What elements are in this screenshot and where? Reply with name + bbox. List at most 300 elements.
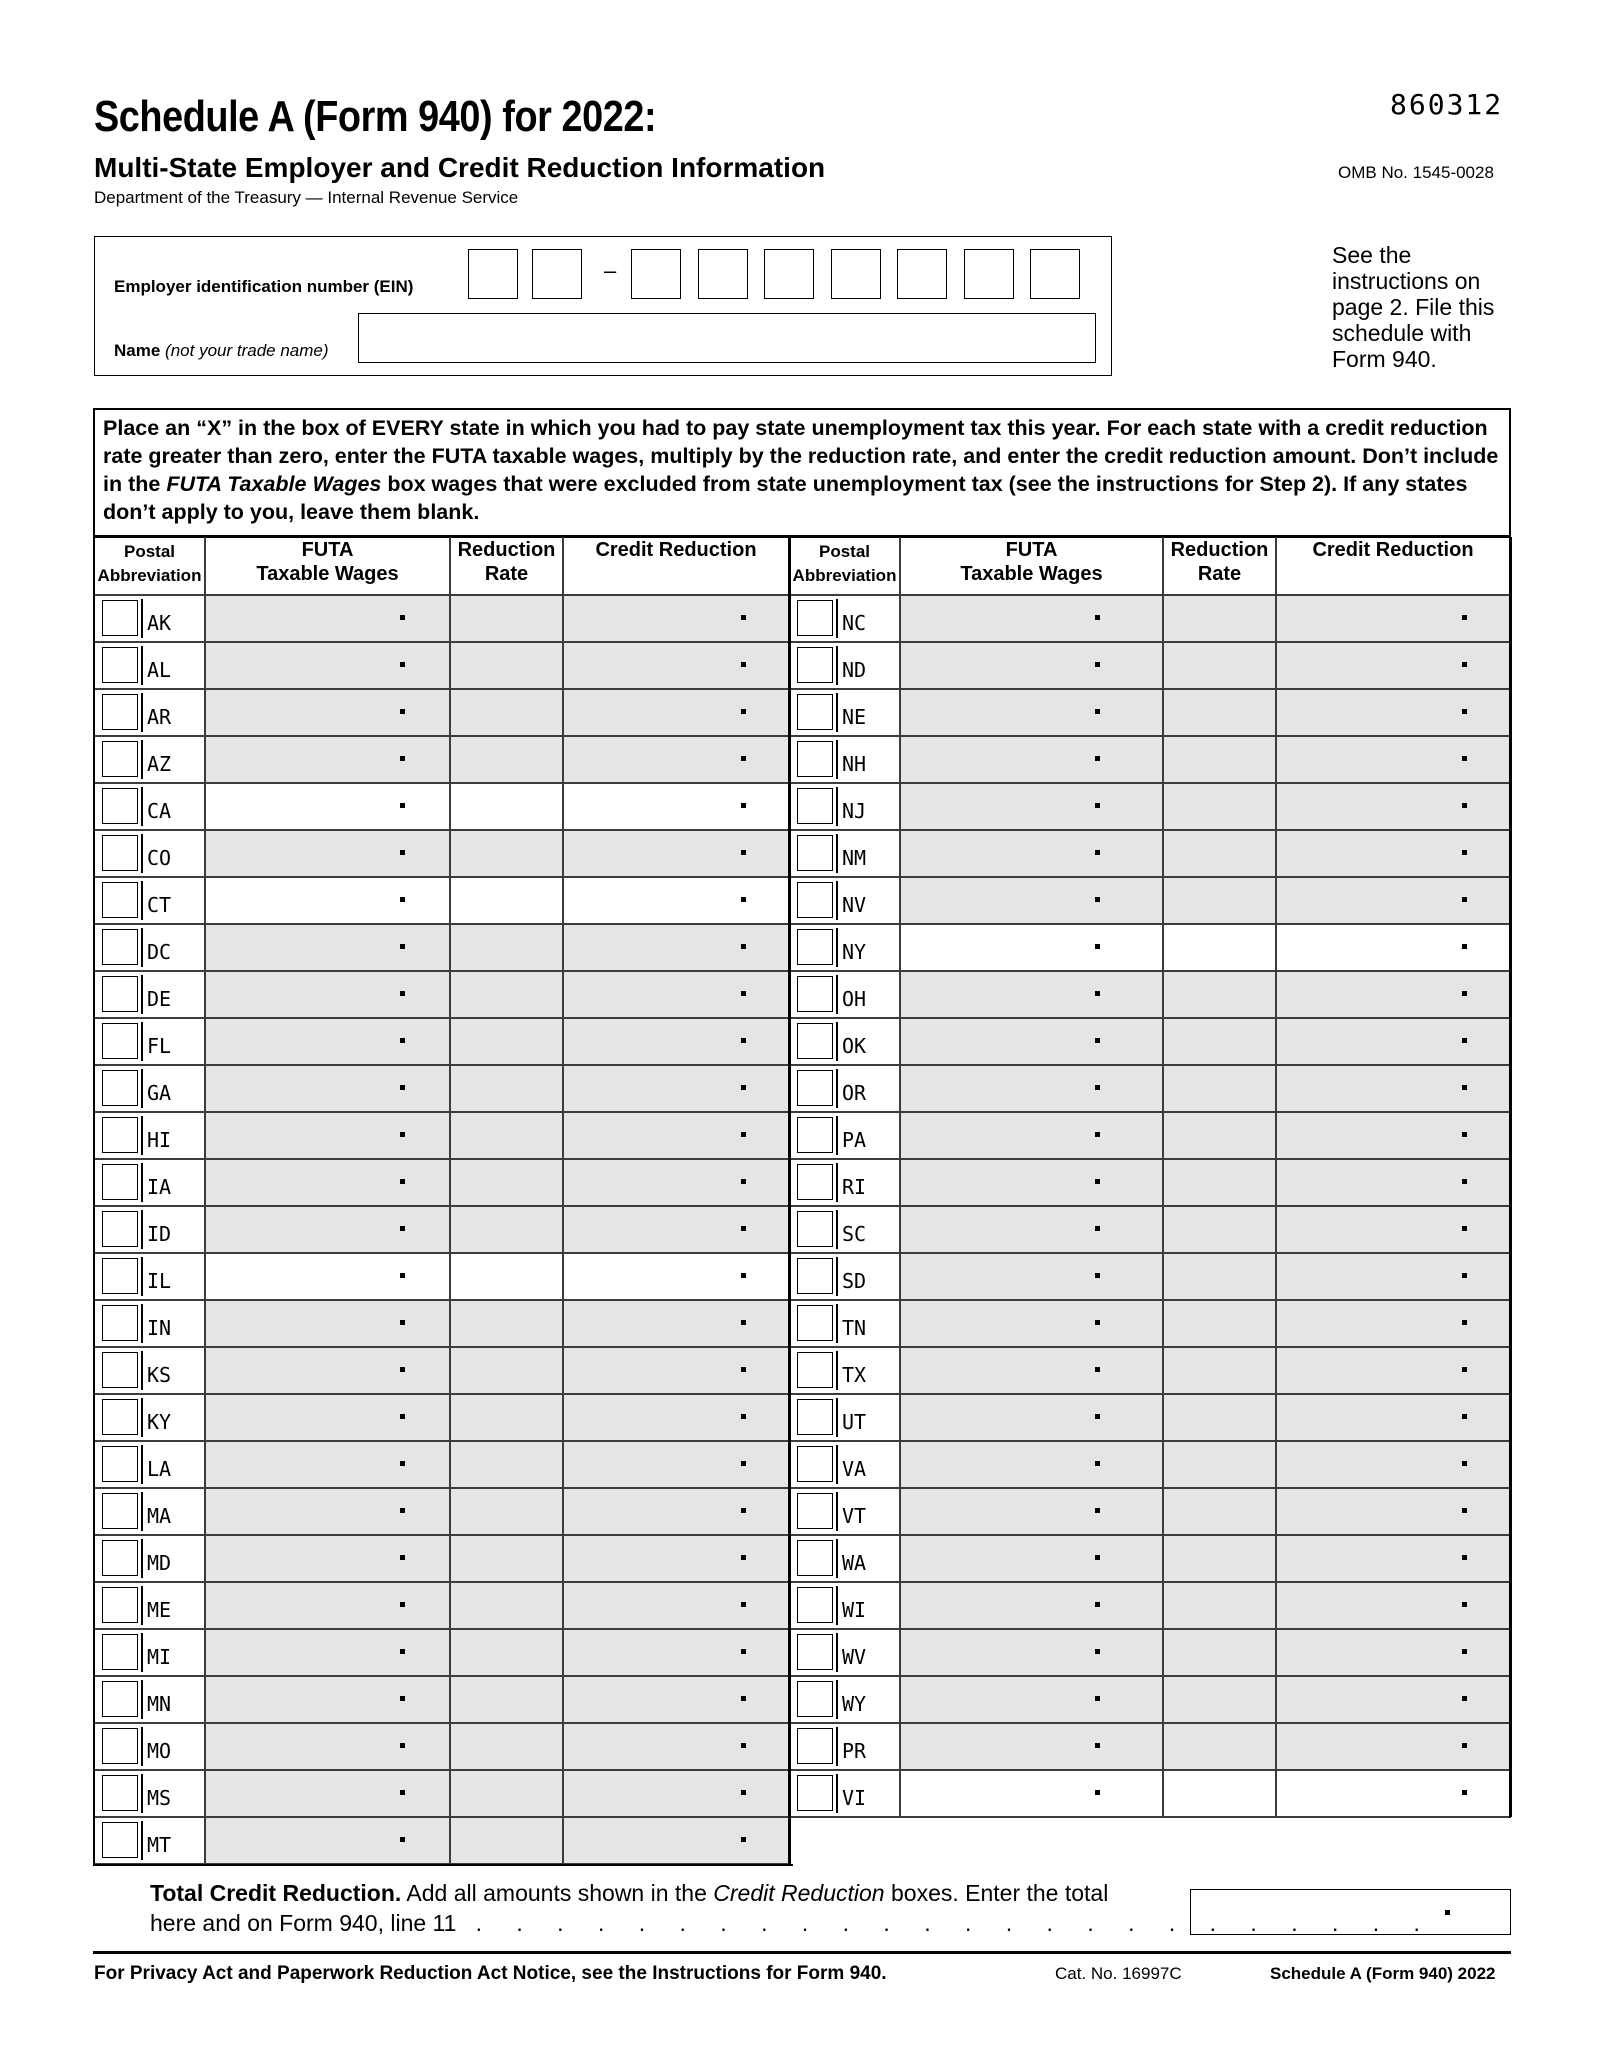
credit-reduction-input-az[interactable] <box>564 736 789 783</box>
futa-wages-input-md[interactable] <box>206 1535 450 1582</box>
futa-wages-input-tx[interactable] <box>901 1347 1163 1394</box>
form-code: 860312 <box>1390 88 1504 121</box>
state-checkbox-nc[interactable] <box>797 600 833 636</box>
state-checkbox-co[interactable] <box>102 835 138 871</box>
credit-reduction-input-al[interactable] <box>564 642 789 689</box>
decimal-dot <box>1462 1132 1467 1137</box>
reduction-rate-wi <box>1164 1582 1276 1629</box>
credit-reduction-input-la[interactable] <box>564 1441 789 1488</box>
decimal-dot <box>400 1508 405 1513</box>
ein-label: Employer identification number (EIN) <box>114 277 414 296</box>
credit-reduction-input-dc[interactable] <box>564 924 789 971</box>
state-checkbox-nd[interactable] <box>797 647 833 683</box>
reduction-rate-vt <box>1164 1488 1276 1535</box>
decimal-dot <box>1462 756 1467 761</box>
credit-reduction-input-oh[interactable] <box>1277 971 1510 1018</box>
state-checkbox-ky[interactable] <box>102 1399 138 1435</box>
state-checkbox-ar[interactable] <box>102 694 138 730</box>
futa-wages-input-wi[interactable] <box>901 1582 1163 1629</box>
credit-reduction-input-pa[interactable] <box>1277 1112 1510 1159</box>
state-checkbox-ms[interactable] <box>102 1775 138 1811</box>
credit-reduction-input-co[interactable] <box>564 830 789 877</box>
row-divider <box>789 688 1510 690</box>
checkbox-divider <box>836 834 838 873</box>
state-checkbox-va[interactable] <box>797 1446 833 1482</box>
futa-wages-input-nv[interactable] <box>901 877 1163 924</box>
futa-wages-input-ut[interactable] <box>901 1394 1163 1441</box>
credit-reduction-input-nh[interactable] <box>1277 736 1510 783</box>
credit-reduction-input-ar[interactable] <box>564 689 789 736</box>
futa-wages-input-il[interactable] <box>206 1253 450 1300</box>
credit-reduction-input-nj[interactable] <box>1277 783 1510 830</box>
credit-reduction-input-mo[interactable] <box>564 1723 789 1770</box>
checkbox-divider <box>141 787 143 826</box>
futa-wages-input-wy[interactable] <box>901 1676 1163 1723</box>
futa-wages-input-dc[interactable] <box>206 924 450 971</box>
state-checkbox-vi[interactable] <box>797 1775 833 1811</box>
decimal-dot <box>741 1649 746 1654</box>
futa-wages-input-va[interactable] <box>901 1441 1163 1488</box>
futa-wages-input-ky[interactable] <box>206 1394 450 1441</box>
state-checkbox-wv[interactable] <box>797 1634 833 1670</box>
decimal-dot <box>1462 1790 1467 1795</box>
futa-wages-input-ri[interactable] <box>901 1159 1163 1206</box>
name-input[interactable] <box>358 313 1096 363</box>
instructions-part2: box wages that were excluded from state unemployment tax (see the instructions for Step 2). If any states don’t apply to you, leave them blank. <box>103 472 1468 524</box>
state-checkbox-oh[interactable] <box>797 976 833 1012</box>
row-divider <box>94 1722 789 1724</box>
decimal-dot <box>1462 1414 1467 1419</box>
credit-reduction-input-nv[interactable] <box>1277 877 1510 924</box>
credit-reduction-input-ia[interactable] <box>564 1159 789 1206</box>
credit-reduction-input-nc[interactable] <box>1277 595 1510 642</box>
checkbox-divider <box>141 1445 143 1484</box>
instructions-text <box>103 414 1503 526</box>
decimal-dot <box>1462 944 1467 949</box>
credit-reduction-input-vt[interactable] <box>1277 1488 1510 1535</box>
futa-wages-input-nh[interactable] <box>901 736 1163 783</box>
futa-wages-input-de[interactable] <box>206 971 450 1018</box>
reduction-rate-or <box>1164 1065 1276 1112</box>
credit-reduction-input-me[interactable] <box>564 1582 789 1629</box>
state-checkbox-id[interactable] <box>102 1211 138 1247</box>
state-checkbox-nh[interactable] <box>797 741 833 777</box>
state-checkbox-ne[interactable] <box>797 694 833 730</box>
ein-digit-box[interactable] <box>631 249 681 299</box>
state-checkbox-de[interactable] <box>102 976 138 1012</box>
decimal-dot <box>741 615 746 620</box>
decimal-dot <box>741 991 746 996</box>
futa-wages-input-al[interactable] <box>206 642 450 689</box>
state-checkbox-tx[interactable] <box>797 1352 833 1388</box>
credit-reduction-input-md[interactable] <box>564 1535 789 1582</box>
row-divider <box>94 970 789 972</box>
futa-wages-input-nd[interactable] <box>901 642 1163 689</box>
decimal-dot <box>741 662 746 667</box>
state-checkbox-ga[interactable] <box>102 1070 138 1106</box>
state-checkbox-wy[interactable] <box>797 1681 833 1717</box>
credit-reduction-input-mt[interactable] <box>564 1817 789 1864</box>
total-label-text2: boxes. Enter the total <box>884 1880 1109 1906</box>
credit-reduction-input-ma[interactable] <box>564 1488 789 1535</box>
credit-reduction-input-in[interactable] <box>564 1300 789 1347</box>
state-checkbox-wa[interactable] <box>797 1540 833 1576</box>
state-checkbox-sd[interactable] <box>797 1258 833 1294</box>
reduction-rate-id <box>451 1206 563 1253</box>
checkbox-divider <box>141 1539 143 1578</box>
checkbox-divider <box>836 646 838 685</box>
checkbox-divider <box>141 1163 143 1202</box>
state-checkbox-dc[interactable] <box>102 929 138 965</box>
state-checkbox-or[interactable] <box>797 1070 833 1106</box>
state-abbr: RI <box>842 1175 867 1199</box>
decimal-dot <box>400 1696 405 1701</box>
state-abbr: WV <box>842 1645 867 1669</box>
credit-reduction-input-nd[interactable] <box>1277 642 1510 689</box>
futa-wages-input-mn[interactable] <box>206 1676 450 1723</box>
futa-wages-input-vt[interactable] <box>901 1488 1163 1535</box>
credit-reduction-input-ms[interactable] <box>564 1770 789 1817</box>
decimal-dot <box>1095 850 1100 855</box>
credit-reduction-input-wv[interactable] <box>1277 1629 1510 1676</box>
checkbox-divider <box>141 693 143 732</box>
ein-digit-box[interactable] <box>897 249 947 299</box>
ein-digit-box[interactable] <box>1030 249 1080 299</box>
state-abbr: PR <box>842 1739 867 1763</box>
state-abbr: IA <box>147 1175 172 1199</box>
futa-wages-input-ma[interactable] <box>206 1488 450 1535</box>
state-abbr: NE <box>842 705 867 729</box>
column-divider <box>204 537 206 1864</box>
futa-wages-input-wa[interactable] <box>901 1535 1163 1582</box>
row-divider <box>789 1628 1510 1630</box>
state-abbr: AK <box>147 611 172 635</box>
row-divider <box>789 735 1510 737</box>
state-checkbox-in[interactable] <box>102 1305 138 1341</box>
row-divider <box>94 688 789 690</box>
decimal-dot <box>400 1837 405 1842</box>
state-abbr: AZ <box>147 752 172 776</box>
state-abbr: HI <box>147 1128 172 1152</box>
left-header-futa-line2: Taxable Wages <box>256 563 399 585</box>
state-checkbox-ri[interactable] <box>797 1164 833 1200</box>
credit-reduction-input-tx[interactable] <box>1277 1347 1510 1394</box>
futa-wages-input-sc[interactable] <box>901 1206 1163 1253</box>
state-checkbox-nm[interactable] <box>797 835 833 871</box>
credit-reduction-input-ny[interactable] <box>1277 924 1510 971</box>
reduction-rate-ia <box>451 1159 563 1206</box>
ein-digit-box[interactable] <box>698 249 748 299</box>
checkbox-divider <box>141 1680 143 1719</box>
state-checkbox-md[interactable] <box>102 1540 138 1576</box>
ein-digit-box[interactable] <box>764 249 814 299</box>
futa-wages-input-nm[interactable] <box>901 830 1163 877</box>
checkbox-divider <box>141 1351 143 1390</box>
credit-reduction-input-hi[interactable] <box>564 1112 789 1159</box>
decimal-dot <box>1095 1743 1100 1748</box>
checkbox-divider <box>141 1116 143 1155</box>
decimal-dot <box>1462 1085 1467 1090</box>
futa-wages-input-pa[interactable] <box>901 1112 1163 1159</box>
state-checkbox-ut[interactable] <box>797 1399 833 1435</box>
checkbox-divider <box>141 1069 143 1108</box>
state-abbr: OK <box>842 1034 867 1058</box>
decimal-dot <box>1462 662 1467 667</box>
decimal-dot <box>741 1273 746 1278</box>
futa-wages-input-nc[interactable] <box>901 595 1163 642</box>
state-checkbox-fl[interactable] <box>102 1023 138 1059</box>
state-checkbox-vt[interactable] <box>797 1493 833 1529</box>
decimal-dot <box>1095 1790 1100 1795</box>
futa-wages-input-id[interactable] <box>206 1206 450 1253</box>
state-abbr: GA <box>147 1081 172 1105</box>
credit-reduction-input-ca[interactable] <box>564 783 789 830</box>
futa-wages-input-mt[interactable] <box>206 1817 450 1864</box>
state-checkbox-az[interactable] <box>102 741 138 777</box>
checkbox-divider <box>141 1633 143 1672</box>
reduction-rate-sd <box>1164 1253 1276 1300</box>
ein-dash: – <box>604 258 617 283</box>
state-checkbox-al[interactable] <box>102 647 138 683</box>
ein-digit-box[interactable] <box>831 249 881 299</box>
futa-wages-input-ak[interactable] <box>206 595 450 642</box>
decimal-dot <box>1095 1038 1100 1043</box>
state-checkbox-wi[interactable] <box>797 1587 833 1623</box>
state-checkbox-ok[interactable] <box>797 1023 833 1059</box>
decimal-dot <box>1095 1367 1100 1372</box>
credit-reduction-input-va[interactable] <box>1277 1441 1510 1488</box>
decimal-dot <box>1095 1461 1100 1466</box>
futa-wages-input-mi[interactable] <box>206 1629 450 1676</box>
state-checkbox-ca[interactable] <box>102 788 138 824</box>
checkbox-divider <box>141 928 143 967</box>
right-header-futa-line2: Taxable Wages <box>960 563 1103 585</box>
futa-wages-input-az[interactable] <box>206 736 450 783</box>
state-checkbox-hi[interactable] <box>102 1117 138 1153</box>
futa-wages-input-ok[interactable] <box>901 1018 1163 1065</box>
credit-reduction-input-ga[interactable] <box>564 1065 789 1112</box>
reduction-rate-de <box>451 971 563 1018</box>
credit-reduction-input-wi[interactable] <box>1277 1582 1510 1629</box>
checkbox-divider <box>836 1680 838 1719</box>
credit-reduction-input-wa[interactable] <box>1277 1535 1510 1582</box>
credit-reduction-input-nm[interactable] <box>1277 830 1510 877</box>
reduction-rate-dc <box>451 924 563 971</box>
decimal-dot <box>400 1038 405 1043</box>
decimal-dot <box>400 1555 405 1560</box>
credit-reduction-input-mi[interactable] <box>564 1629 789 1676</box>
futa-wages-input-tn[interactable] <box>901 1300 1163 1347</box>
credit-reduction-input-wy[interactable] <box>1277 1676 1510 1723</box>
state-abbr: MN <box>147 1692 172 1716</box>
total-credit-reduction-input[interactable] <box>1190 1889 1511 1935</box>
decimal-dot <box>741 1837 746 1842</box>
decimal-dot <box>1095 1273 1100 1278</box>
state-abbr: PA <box>842 1128 867 1152</box>
state-checkbox-mo[interactable] <box>102 1728 138 1764</box>
state-checkbox-la[interactable] <box>102 1446 138 1482</box>
row-divider <box>94 1816 789 1818</box>
futa-wages-input-ca[interactable] <box>206 783 450 830</box>
futa-wages-input-vi[interactable] <box>901 1770 1163 1817</box>
decimal-dot <box>741 1602 746 1607</box>
state-checkbox-mi[interactable] <box>102 1634 138 1670</box>
reduction-rate-oh <box>1164 971 1276 1018</box>
reduction-rate-al <box>451 642 563 689</box>
futa-wages-input-nj[interactable] <box>901 783 1163 830</box>
decimal-dot <box>741 1367 746 1372</box>
reduction-rate-il <box>451 1253 563 1300</box>
futa-wages-input-co[interactable] <box>206 830 450 877</box>
state-checkbox-pa[interactable] <box>797 1117 833 1153</box>
state-abbr: LA <box>147 1457 172 1481</box>
credit-reduction-input-ri[interactable] <box>1277 1159 1510 1206</box>
credit-reduction-input-de[interactable] <box>564 971 789 1018</box>
decimal-dot <box>741 1743 746 1748</box>
credit-reduction-input-ak[interactable] <box>564 595 789 642</box>
decimal-dot <box>741 1414 746 1419</box>
state-checkbox-mn[interactable] <box>102 1681 138 1717</box>
futa-wages-input-pr[interactable] <box>901 1723 1163 1770</box>
checkbox-divider <box>836 1069 838 1108</box>
ein-digit-box[interactable] <box>468 249 518 299</box>
state-checkbox-ia[interactable] <box>102 1164 138 1200</box>
checkbox-divider <box>836 1163 838 1202</box>
credit-reduction-input-id[interactable] <box>564 1206 789 1253</box>
futa-wages-input-or[interactable] <box>901 1065 1163 1112</box>
reduction-rate-ar <box>451 689 563 736</box>
credit-reduction-input-pr[interactable] <box>1277 1723 1510 1770</box>
reduction-rate-ma <box>451 1488 563 1535</box>
credit-reduction-input-mn[interactable] <box>564 1676 789 1723</box>
state-abbr: DE <box>147 987 172 1011</box>
state-checkbox-tn[interactable] <box>797 1305 833 1341</box>
decimal-dot <box>400 1649 405 1654</box>
checkbox-divider <box>836 599 838 638</box>
futa-wages-input-ne[interactable] <box>901 689 1163 736</box>
ein-digit-box[interactable] <box>532 249 582 299</box>
futa-wages-input-ny[interactable] <box>901 924 1163 971</box>
reduction-rate-tn <box>1164 1300 1276 1347</box>
decimal-dot <box>1462 709 1467 714</box>
reduction-rate-ky <box>451 1394 563 1441</box>
state-checkbox-ks[interactable] <box>102 1352 138 1388</box>
state-abbr: ME <box>147 1598 172 1622</box>
credit-reduction-input-sd[interactable] <box>1277 1253 1510 1300</box>
row-divider <box>94 1299 789 1301</box>
state-checkbox-nj[interactable] <box>797 788 833 824</box>
row-divider <box>789 970 1510 972</box>
futa-wages-input-ct[interactable] <box>206 877 450 924</box>
state-checkbox-ma[interactable] <box>102 1493 138 1529</box>
decimal-dot <box>400 1743 405 1748</box>
credit-reduction-input-ne[interactable] <box>1277 689 1510 736</box>
decimal-dot <box>400 1085 405 1090</box>
decimal-dot <box>1095 709 1100 714</box>
right-header-rate <box>1163 538 1276 586</box>
row-divider <box>789 782 1510 784</box>
reduction-rate-pr <box>1164 1723 1276 1770</box>
checkbox-divider <box>836 1586 838 1625</box>
decimal-dot <box>1095 1179 1100 1184</box>
state-checkbox-ak[interactable] <box>102 600 138 636</box>
state-checkbox-pr[interactable] <box>797 1728 833 1764</box>
decimal-dot <box>741 709 746 714</box>
form-title: Schedule A (Form 940) for 2022: <box>94 92 657 141</box>
state-checkbox-ct[interactable] <box>102 882 138 918</box>
reduction-rate-nh <box>1164 736 1276 783</box>
checkbox-divider <box>141 646 143 685</box>
futa-wages-input-me[interactable] <box>206 1582 450 1629</box>
credit-reduction-input-tn[interactable] <box>1277 1300 1510 1347</box>
state-checkbox-ny[interactable] <box>797 929 833 965</box>
checkbox-divider <box>836 693 838 732</box>
futa-wages-input-ks[interactable] <box>206 1347 450 1394</box>
credit-reduction-input-vi[interactable] <box>1277 1770 1510 1817</box>
credit-reduction-input-sc[interactable] <box>1277 1206 1510 1253</box>
credit-reduction-input-ks[interactable] <box>564 1347 789 1394</box>
credit-reduction-input-ky[interactable] <box>564 1394 789 1441</box>
credit-reduction-input-or[interactable] <box>1277 1065 1510 1112</box>
left-header-rate-line2: Rate <box>484 563 529 585</box>
futa-wages-input-fl[interactable] <box>206 1018 450 1065</box>
reduction-rate-md <box>451 1535 563 1582</box>
futa-wages-input-ar[interactable] <box>206 689 450 736</box>
credit-reduction-input-ok[interactable] <box>1277 1018 1510 1065</box>
row-divider <box>789 923 1510 925</box>
checkbox-divider <box>141 1727 143 1766</box>
state-checkbox-me[interactable] <box>102 1587 138 1623</box>
futa-wages-input-wv[interactable] <box>901 1629 1163 1676</box>
futa-wages-input-ga[interactable] <box>206 1065 450 1112</box>
state-checkbox-nv[interactable] <box>797 882 833 918</box>
state-checkbox-mt[interactable] <box>102 1822 138 1858</box>
credit-reduction-input-ut[interactable] <box>1277 1394 1510 1441</box>
decimal-dot <box>400 756 405 761</box>
decimal-dot <box>400 662 405 667</box>
reduction-rate-wy <box>1164 1676 1276 1723</box>
state-checkbox-sc[interactable] <box>797 1211 833 1247</box>
futa-wages-input-oh[interactable] <box>901 971 1163 1018</box>
futa-wages-input-ia[interactable] <box>206 1159 450 1206</box>
decimal-dot <box>1445 1910 1450 1915</box>
futa-wages-input-la[interactable] <box>206 1441 450 1488</box>
right-header-futa <box>900 538 1163 586</box>
futa-wages-input-mo[interactable] <box>206 1723 450 1770</box>
futa-wages-input-in[interactable] <box>206 1300 450 1347</box>
decimal-dot <box>1462 1179 1467 1184</box>
name-label <box>114 341 329 361</box>
reduction-rate-mi <box>451 1629 563 1676</box>
credit-reduction-input-ct[interactable] <box>564 877 789 924</box>
row-divider <box>94 923 789 925</box>
state-abbr: MI <box>147 1645 172 1669</box>
ein-digit-box[interactable] <box>964 249 1014 299</box>
checkbox-divider <box>141 881 143 920</box>
credit-reduction-input-il[interactable] <box>564 1253 789 1300</box>
credit-reduction-input-fl[interactable] <box>564 1018 789 1065</box>
row-divider <box>789 1393 1510 1395</box>
row-divider <box>789 1440 1510 1442</box>
checkbox-divider <box>141 1022 143 1061</box>
futa-wages-input-hi[interactable] <box>206 1112 450 1159</box>
state-abbr: CA <box>147 799 172 823</box>
futa-wages-input-sd[interactable] <box>901 1253 1163 1300</box>
decimal-dot <box>1462 1743 1467 1748</box>
state-checkbox-il[interactable] <box>102 1258 138 1294</box>
futa-wages-input-ms[interactable] <box>206 1770 450 1817</box>
right-header-futa-line1: FUTA <box>1005 539 1058 561</box>
